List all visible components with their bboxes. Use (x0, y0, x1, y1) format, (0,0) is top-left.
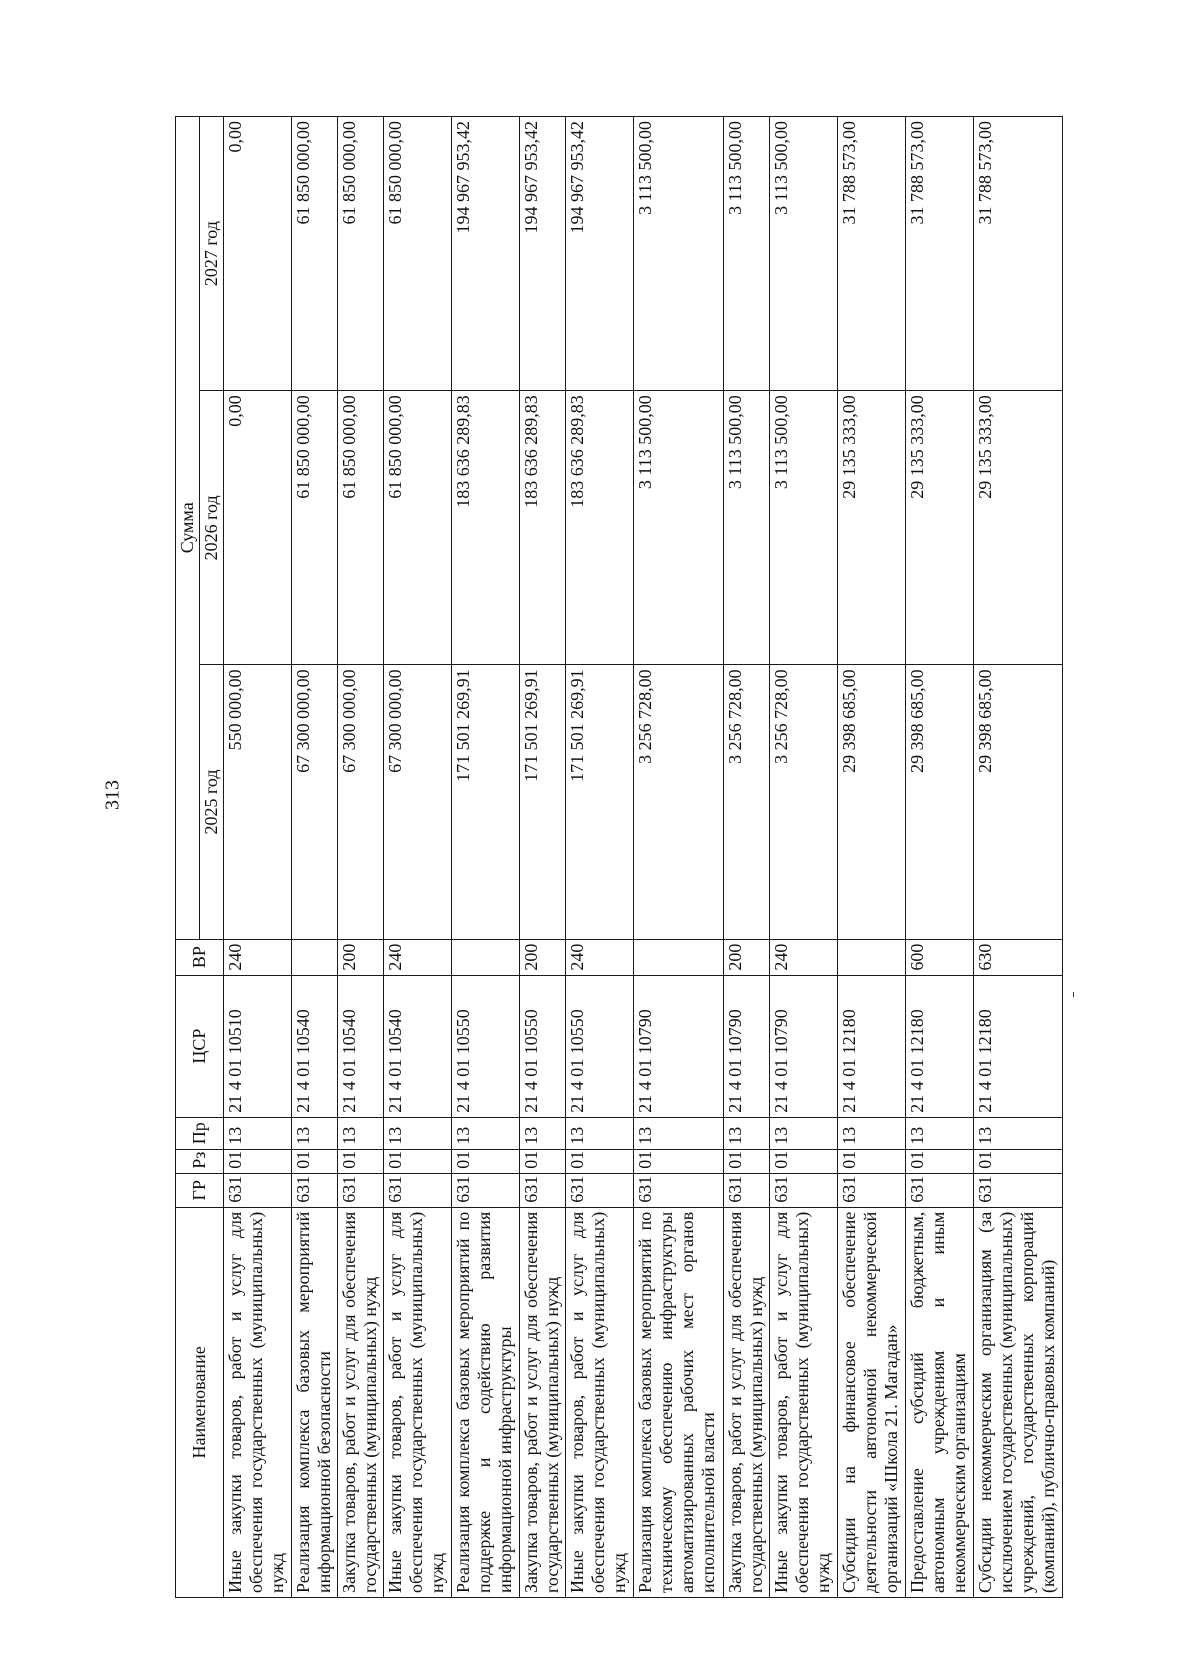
header-rz: Рз (176, 1149, 224, 1173)
table-row (566, 117, 634, 1598)
csr-cell: 21 4 01 12180 (837, 975, 905, 1117)
table-row (973, 117, 1062, 1598)
name-cell: Иные закупки товаров, работ и услуг для обеспечения государственных (муниципальных) нужд (384, 1207, 452, 1597)
sum-2025-cell: 67 300 000,00 (338, 665, 384, 939)
gr-cell: 631 (452, 1173, 520, 1207)
sum-2027-cell: 31 788 573,00 (905, 117, 973, 391)
table-row (520, 117, 566, 1598)
csr-cell: 21 4 01 10550 (452, 975, 520, 1117)
sum-2025-cell: 67 300 000,00 (291, 665, 337, 939)
rz-cell: 01 (723, 1149, 769, 1173)
table-row (291, 117, 337, 1598)
sum-2026-cell: 61 850 000,00 (338, 391, 384, 665)
table-body (224, 117, 1063, 1598)
rz-cell: 01 (452, 1149, 520, 1173)
sum-2025-cell: 29 398 685,00 (837, 665, 905, 939)
sum-2026-cell: 3 113 500,00 (634, 391, 723, 665)
pr-cell: 13 (566, 1117, 634, 1149)
csr-cell: 21 4 01 10790 (634, 975, 723, 1117)
header-2026: 2026 год (200, 391, 224, 665)
vr-cell: 200 (338, 939, 384, 975)
sum-2025-cell: 67 300 000,00 (384, 665, 452, 939)
sum-2027-cell: 61 850 000,00 (384, 117, 452, 391)
scan-mark (1073, 992, 1074, 997)
sum-2025-cell: 171 501 269,91 (452, 665, 520, 939)
table-row (769, 117, 837, 1598)
name-cell: Закупка товаров, работ и услуг для обеспечения государственных (муниципальных) нужд (338, 1207, 384, 1597)
name-cell: Закупка товаров, работ и услуг для обеспечения государственных (муниципальных) нужд (520, 1207, 566, 1597)
vr-cell: 240 (769, 939, 837, 975)
rz-cell: 01 (837, 1149, 905, 1173)
gr-cell: 631 (291, 1173, 337, 1207)
sum-2025-cell: 29 398 685,00 (973, 665, 1062, 939)
gr-cell: 631 (224, 1173, 292, 1207)
pr-cell: 13 (384, 1117, 452, 1149)
csr-cell: 21 4 01 10540 (291, 975, 337, 1117)
pr-cell: 13 (973, 1117, 1062, 1149)
gr-cell: 631 (338, 1173, 384, 1207)
gr-cell: 631 (905, 1173, 973, 1207)
csr-cell: 21 4 01 10790 (723, 975, 769, 1117)
name-cell: Субсидии на финансовое обеспечение деятельности автономной некоммерческой организаций «Школа 21. Магадан» (837, 1207, 905, 1597)
name-cell: Реализация комплекса базовых мероприятий по техническому обеспечению инфраструктуры автоматизированных рабочих мест органов исполнительной власти (634, 1207, 723, 1597)
gr-cell: 631 (384, 1173, 452, 1207)
rz-cell: 01 (520, 1149, 566, 1173)
pr-cell: 13 (338, 1117, 384, 1149)
vr-cell (452, 939, 520, 975)
csr-cell: 21 4 01 10510 (224, 975, 292, 1117)
table-row (723, 117, 769, 1598)
header-vr: ВР (176, 939, 224, 975)
sum-2026-cell: 183 636 289,83 (452, 391, 520, 665)
gr-cell: 631 (973, 1173, 1062, 1207)
rz-cell: 01 (384, 1149, 452, 1173)
table-row (224, 117, 292, 1598)
rz-cell: 01 (634, 1149, 723, 1173)
name-cell: Иные закупки товаров, работ и услуг для обеспечения государственных (муниципальных) нужд (769, 1207, 837, 1597)
sum-2027-cell: 3 113 500,00 (769, 117, 837, 391)
sum-2027-cell: 194 967 953,42 (452, 117, 520, 391)
name-cell: Иные закупки товаров, работ и услуг для обеспечения государственных (муниципальных) нужд (224, 1207, 292, 1597)
pr-cell: 13 (452, 1117, 520, 1149)
table-row (837, 117, 905, 1598)
pr-cell: 13 (291, 1117, 337, 1149)
sum-2026-cell: 29 135 333,00 (973, 391, 1062, 665)
gr-cell: 631 (634, 1173, 723, 1207)
csr-cell: 21 4 01 10540 (338, 975, 384, 1117)
rz-cell: 01 (973, 1149, 1062, 1173)
sum-2026-cell: 61 850 000,00 (291, 391, 337, 665)
rz-cell: 01 (769, 1149, 837, 1173)
vr-cell: 600 (905, 939, 973, 975)
name-cell: Реализация комплекса базовых мероприятий по поддержке и содействию развития информационной инфраструктуры (452, 1207, 520, 1597)
gr-cell: 631 (723, 1173, 769, 1207)
sum-2026-cell: 61 850 000,00 (384, 391, 452, 665)
header-sum: Сумма (176, 117, 200, 940)
sum-2027-cell: 194 967 953,42 (520, 117, 566, 391)
sum-2026-cell: 29 135 333,00 (905, 391, 973, 665)
rz-cell: 01 (566, 1149, 634, 1173)
pr-cell: 13 (520, 1117, 566, 1149)
sum-2026-cell: 3 113 500,00 (723, 391, 769, 665)
table-row (338, 117, 384, 1598)
gr-cell: 631 (837, 1173, 905, 1207)
vr-cell: 240 (224, 939, 292, 975)
header-gr: ГР (176, 1173, 224, 1207)
name-cell: Предоставление субсидий бюджетным, автономным учреждениям и иным некоммерческим организациям (905, 1207, 973, 1597)
sum-2026-cell: 3 113 500,00 (769, 391, 837, 665)
sum-2026-cell: 183 636 289,83 (520, 391, 566, 665)
vr-cell: 240 (566, 939, 634, 975)
sum-2027-cell: 3 113 500,00 (723, 117, 769, 391)
sum-2025-cell: 3 256 728,00 (769, 665, 837, 939)
csr-cell: 21 4 01 12180 (905, 975, 973, 1117)
pr-cell: 13 (905, 1117, 973, 1149)
csr-cell: 21 4 01 10550 (520, 975, 566, 1117)
pr-cell: 13 (837, 1117, 905, 1149)
sum-2026-cell: 0,00 (224, 391, 292, 665)
csr-cell: 21 4 01 12180 (973, 975, 1062, 1117)
sum-2027-cell: 61 850 000,00 (338, 117, 384, 391)
sum-2026-cell: 29 135 333,00 (837, 391, 905, 665)
pr-cell: 13 (769, 1117, 837, 1149)
vr-cell: 630 (973, 939, 1062, 975)
vr-cell (634, 939, 723, 975)
table-row (384, 117, 452, 1598)
sum-2025-cell: 550 000,00 (224, 665, 292, 939)
sum-2025-cell: 29 398 685,00 (905, 665, 973, 939)
name-cell: Иные закупки товаров, работ и услуг для обеспечения государственных (муниципальных) нужд (566, 1207, 634, 1597)
gr-cell: 631 (769, 1173, 837, 1207)
header-csr: ЦСР (176, 975, 224, 1117)
sum-2025-cell: 3 256 728,00 (634, 665, 723, 939)
rz-cell: 01 (291, 1149, 337, 1173)
sum-2026-cell: 183 636 289,83 (566, 391, 634, 665)
table-row (905, 117, 973, 1598)
csr-cell: 21 4 01 10790 (769, 975, 837, 1117)
sum-2025-cell: 171 501 269,91 (566, 665, 634, 939)
vr-cell (837, 939, 905, 975)
pr-cell: 13 (634, 1117, 723, 1149)
vr-cell (291, 939, 337, 975)
header-pr: Пр (176, 1117, 224, 1149)
header-2027: 2027 год (200, 117, 224, 391)
gr-cell: 631 (520, 1173, 566, 1207)
rz-cell: 01 (905, 1149, 973, 1173)
name-cell: Реализация комплекса базовых мероприятий информационной безопасности (291, 1207, 337, 1597)
vr-cell: 200 (723, 939, 769, 975)
page-number: 313 (101, 780, 124, 810)
header-name: Наименование (176, 1207, 224, 1597)
sum-2027-cell: 194 967 953,42 (566, 117, 634, 391)
name-cell: Субсидии некоммерческим организациям (за исключением государственных (муниципальных) учреждений, государственных корпораций (компаний), публично-правовых компаний) (973, 1207, 1062, 1597)
pr-cell: 13 (224, 1117, 292, 1149)
name-cell: Закупка товаров, работ и услуг для обеспечения государственных (муниципальных) нужд (723, 1207, 769, 1597)
header-2025: 2025 год (200, 665, 224, 939)
rotated-table-wrapper (175, 116, 1063, 1598)
budget-table (175, 116, 1063, 1598)
sum-2025-cell: 3 256 728,00 (723, 665, 769, 939)
pr-cell: 13 (723, 1117, 769, 1149)
rz-cell: 01 (338, 1149, 384, 1173)
sum-2025-cell: 171 501 269,91 (520, 665, 566, 939)
vr-cell: 240 (384, 939, 452, 975)
sum-2027-cell: 31 788 573,00 (973, 117, 1062, 391)
rz-cell: 01 (224, 1149, 292, 1173)
sum-2027-cell: 31 788 573,00 (837, 117, 905, 391)
vr-cell: 200 (520, 939, 566, 975)
csr-cell: 21 4 01 10550 (566, 975, 634, 1117)
table-row (452, 117, 520, 1598)
table-row (634, 117, 723, 1598)
sum-2027-cell: 61 850 000,00 (291, 117, 337, 391)
gr-cell: 631 (566, 1173, 634, 1207)
csr-cell: 21 4 01 10540 (384, 975, 452, 1117)
sum-2027-cell: 3 113 500,00 (634, 117, 723, 391)
sum-2027-cell: 0,00 (224, 117, 292, 391)
